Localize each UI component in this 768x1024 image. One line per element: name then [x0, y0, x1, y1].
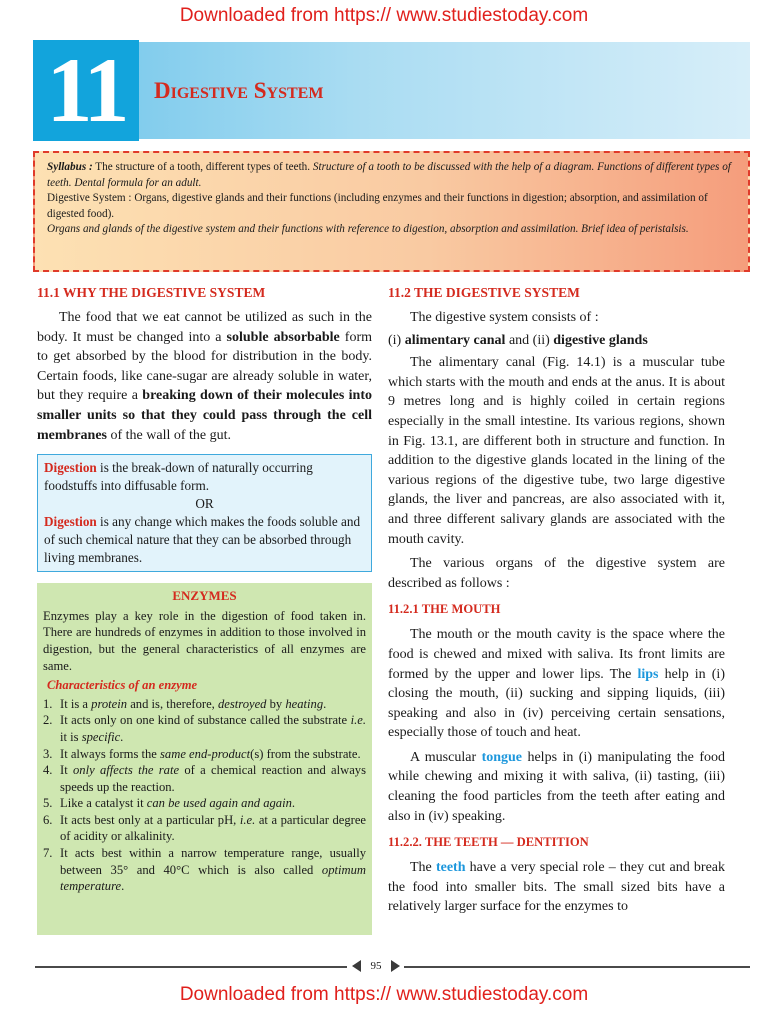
mouth-paragraph: The mouth or the mouth cavity is the space where the food is chewed and mixed with saliva. Its front limits are formed by the upper and lower lips. The lips help in (i) closing the mouth, (ii) sucking and sipping liquids, (iii) speaking and also in (iv) perceiving certain sensations, especially those of touch and heat.	[388, 627, 725, 741]
syllabus-label: Syllabus :	[47, 161, 93, 173]
syllabus-line-1	[47, 160, 734, 191]
section-heading-11-1: 11.1 WHY THE DIGESTIVE SYSTEM	[37, 285, 266, 300]
syllabus-box	[33, 151, 750, 272]
enzyme-characteristics-list	[43, 696, 366, 895]
tongue-paragraph: A muscular tongue helps in (i) manipulating the food while chewing and mixing it with saliva, (ii) tasting, (iii) cleaning the food particles from the teeth after eating and also in (iv) speaking.	[388, 749, 726, 824]
enzymes-box	[37, 583, 372, 935]
enzymes-heading: ENZYMES	[172, 588, 237, 604]
footer-rule-right	[404, 966, 750, 968]
definition-2: Digestion is any change which makes the foods soluble and of such chemical nature that they can be absorbed through living membranes.	[44, 514, 361, 566]
enzyme-characteristics-heading: Characteristics of an enzyme	[47, 678, 198, 693]
list-item: 4. It only affects the rate of a chemical reaction and always speeds up the reaction.	[43, 763, 366, 794]
chapter-banner	[33, 42, 750, 139]
teeth-paragraph: The teeth have a very special role – they cut and break the food into smaller bits. The small sized bits have a relatively larger surface for the enzymes to	[388, 860, 725, 915]
digestion-definition-box	[37, 454, 372, 572]
section-heading-11-2: 11.2 THE DIGESTIVE SYSTEM	[388, 285, 580, 300]
chapter-number: 11	[33, 40, 139, 141]
why-digestive-paragraph: The food that we eat cannot be utilized as such in the body. It must be changed into a soluble absorbable form to get absorbed by the blood for distribution in the body. Certain foods, like cane-sugar are already soluble in water, but they require a breaking down of their molecules into smaller units so that they could pass through the cell membranes of the wall of the gut.	[37, 310, 372, 443]
syllabus-text-italic: Structure of a tooth to be discussed with the help of a diagram. Functions of different types of teeth. Dental formula for an adult.	[47, 161, 731, 189]
enzymes-intro: Enzymes play a key role in the digestion of food taken in. There are hundreds of enzymes in addition to those involved in digestion, but the general characteristics of all enzymes are same.	[43, 608, 366, 673]
watermark-top: Downloaded from https:// www.studiestoday.com	[179, 5, 589, 26]
organs-described-paragraph: The various organs of the digestive system are described as follows :	[388, 556, 725, 591]
list-item: 5. Like a catalyst it can be used again and again.	[43, 796, 296, 811]
definition-1: Digestion is the break-down of naturally occurring foodstuffs into diffusable form.	[44, 460, 313, 494]
page-number: 95	[350, 956, 402, 976]
right-column	[388, 285, 725, 917]
list-item: 7. It acts best within a narrow temperature range, usually between 35° and 40°C which is also called optimum temperature.	[43, 846, 366, 894]
digestive-system-intro: The digestive system consists of :	[410, 310, 599, 325]
syllabus-line-2: Digestive System : Organs, digestive glands and their functions (including enzymes and their functions in digestion; absorption, and assimilation of digested food).	[47, 192, 708, 220]
watermark-bottom: Downloaded from https:// www.studiestoday.com	[179, 984, 589, 1005]
list-item: 2. It acts only on one kind of substance called the substrate i.e. it is specific.	[43, 713, 366, 744]
syllabus-line-3: Organs and glands of the digestive system and their functions with reference to digestion, absorption and assimilation. Brief idea of peristalsis.	[47, 223, 689, 235]
footer-rule-left	[35, 966, 347, 968]
list-item: 6. It acts best only at a particular pH, i.e. at a particular degree of acidity or alkalinity.	[43, 812, 366, 844]
list-item: 1. It is a protein and is, therefore, destroyed by heating.	[43, 696, 327, 711]
definition-or: OR	[195, 496, 214, 512]
digestive-system-parts: (i) alimentary canal and (ii) digestive glands	[388, 332, 648, 348]
left-column	[37, 285, 372, 935]
list-item: 3. It always forms the same end-product(s) from the substrate.	[43, 746, 361, 761]
chapter-title: Digestive System	[154, 78, 324, 103]
syllabus-text: The structure of a tooth, different types of teeth.	[92, 161, 313, 173]
alimentary-canal-paragraph: The alimentary canal (Fig. 14.1) is a muscular tube which starts with the mouth and ends at the anus. It is about 9 metres long and is highly coiled in certain regions especially in the small intestine. Its various regions, shown in Fig. 13.1, are different both in structure and function. In addition to the digestive glands located in the lining of the various regions of the digestive tube, two large digestive glands, the liver and pancreas, are also associated with it, and three different salivary glands are associated with the mouth cavity.	[388, 355, 725, 547]
section-heading-11-2-1: 11.2.1 THE MOUTH	[388, 602, 501, 617]
section-heading-11-2-2: 11.2.2. THE TEETH — DENTITION	[388, 835, 589, 850]
